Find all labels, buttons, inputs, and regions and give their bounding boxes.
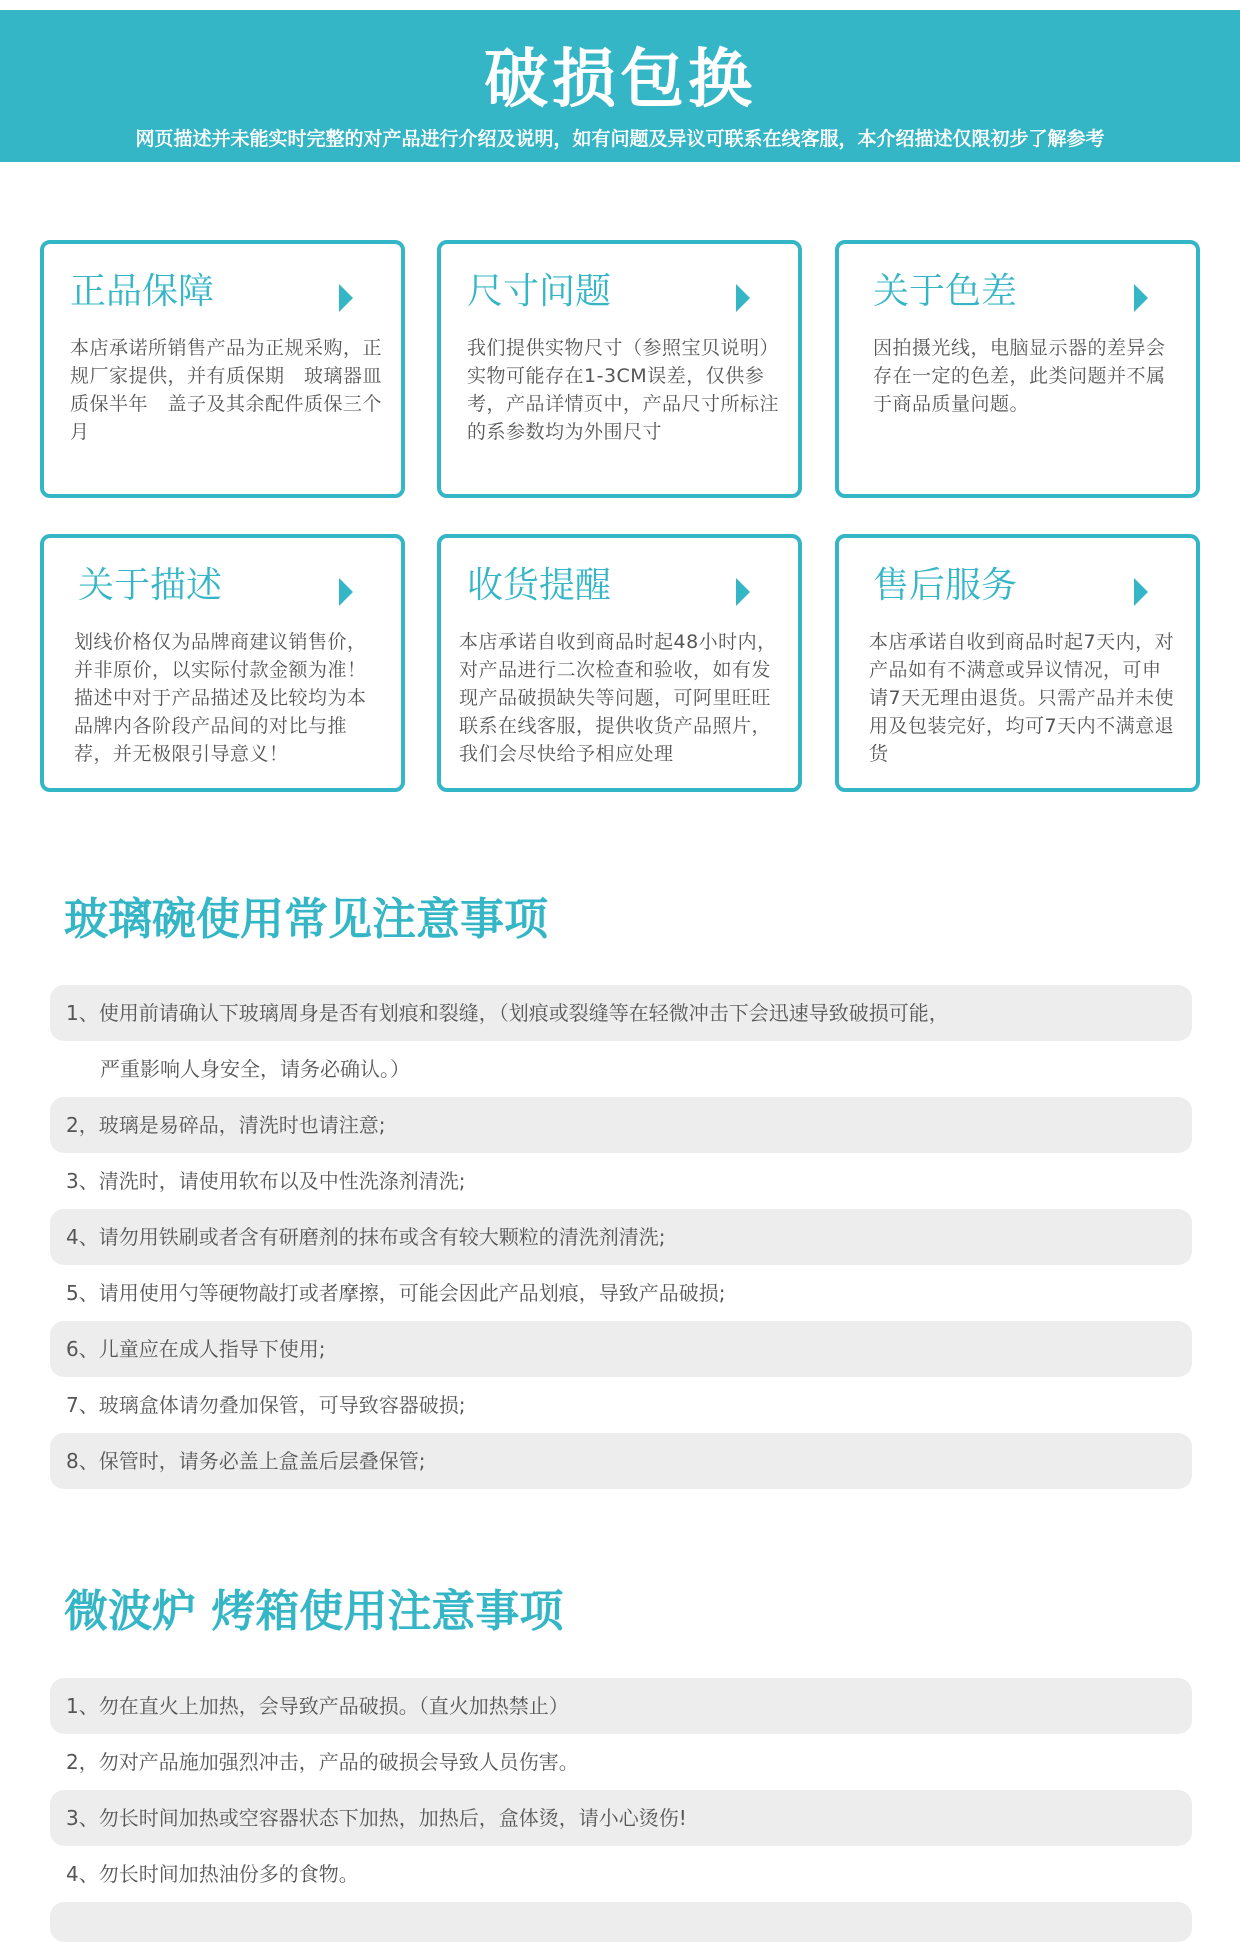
glass-section-title: 玻璃碗使用常见注意事项 xyxy=(64,894,548,945)
card-title: 尺寸问题 xyxy=(467,271,612,312)
list-item: 4、勿长时间加热油份多的食物。 xyxy=(66,1862,359,1886)
card-title: 关于描述 xyxy=(78,565,223,606)
list-item: 8、保管时，请务必盖上盒盖后层叠保管; xyxy=(50,1433,1192,1489)
card-description[interactable] xyxy=(40,534,405,792)
info-cards xyxy=(40,240,1200,792)
list-item: 4、请勿用铁刷或者含有研磨剂的抹布或含有较大颗粒的清洗剂清洗; xyxy=(50,1209,1192,1265)
card-body: 本店承诺所销售产品为正规采购，正规厂家提供，并有质保期 玻璃器皿质保半年 盖子及其余配件质保三个月 xyxy=(70,337,383,443)
microwave-notes-list xyxy=(50,1678,1192,1942)
triangle-right-icon xyxy=(736,284,750,312)
list-item: 6、儿童应在成人指导下使用; xyxy=(50,1321,1192,1377)
card-body: 因拍摄光线，电脑显示器的差异会存在一定的色差，此类问题并不属于商品质量问题。 xyxy=(873,337,1166,415)
card-title: 收货提醒 xyxy=(467,565,612,606)
card-genuine-guarantee[interactable] xyxy=(40,240,405,498)
card-size-issue[interactable] xyxy=(437,240,802,498)
list-item-partial xyxy=(50,1902,1192,1942)
triangle-right-icon xyxy=(339,284,353,312)
card-title: 正品保障 xyxy=(70,271,215,312)
list-item: 3、清洗时，请使用软布以及中性洗涤剂清洗; xyxy=(66,1169,466,1193)
card-title: 关于色差 xyxy=(873,271,1018,312)
card-after-sales[interactable] xyxy=(835,534,1200,792)
card-body: 划线价格仅为品牌商建议销售价，并非原价，以实际付款金额为准！描述中对于产品描述及比较均为本品牌内各阶段产品间的对比与推荐，并无极限引导意义！ xyxy=(74,631,367,765)
list-item: 3、勿长时间加热或空容器状态下加热，加热后，盒体烫，请小心烫伤! xyxy=(50,1790,1192,1846)
card-title: 售后服务 xyxy=(873,565,1018,606)
list-item: 2，勿对产品施加强烈冲击，产品的破损会导致人员伤害。 xyxy=(66,1750,579,1774)
list-item: 1、勿在直火上加热，会导致产品破损。（直火加热禁止） xyxy=(50,1678,1192,1734)
triangle-right-icon xyxy=(1134,284,1148,312)
banner xyxy=(0,10,1240,162)
card-color-difference[interactable] xyxy=(835,240,1200,498)
list-item: 7、玻璃盒体请勿叠加保管，可导致容器破损; xyxy=(66,1393,466,1417)
card-body: 本店承诺自收到商品时起48小时内，对产品进行二次检查和验收，如有发现产品破损缺失等问题，可阿里旺旺联系在线客服，提供收货产品照片，我们会尽快给予相应处理 xyxy=(459,631,777,765)
banner-subtitle: 网页描述并未能实时完整的对产品进行介绍及说明，如有问题及异议可联系在线客服，本介绍描述仅限初步了解参考 xyxy=(135,128,1105,150)
triangle-right-icon xyxy=(736,578,750,606)
list-item: 2，玻璃是易碎品，清洗时也请注意; xyxy=(50,1097,1192,1153)
list-item: 1、使用前请确认下玻璃周身是否有划痕和裂缝，（划痕或裂缝等在轻微冲击下会迅速导致破损可能， xyxy=(50,985,1192,1041)
triangle-right-icon xyxy=(339,578,353,606)
glass-notes-list xyxy=(50,985,1192,1489)
card-body: 我们提供实物尺寸（参照宝贝说明）实物可能存在1-3CM误差，仅供参考，产品详情页中，产品尺寸所标注的系参数均为外围尺寸 xyxy=(467,337,780,443)
banner-title: 破损包换 xyxy=(484,43,756,117)
list-item: 5、请用使用勺等硬物敲打或者摩擦，可能会因此产品划痕，导致产品破损; xyxy=(66,1281,726,1305)
card-receipt-reminder[interactable] xyxy=(437,534,802,792)
list-item: 严重影响人身安全，请务必确认。） xyxy=(100,1057,410,1081)
triangle-right-icon xyxy=(1134,578,1148,606)
card-body: 本店承诺自收到商品时起7天内，对产品如有不满意或异议情况，可申请7天无理由退货。只需产品并未使用及包装完好，均可7天内不满意退货 xyxy=(869,631,1175,765)
microwave-section-title: 微波炉 烤箱使用注意事项 xyxy=(64,1586,564,1637)
